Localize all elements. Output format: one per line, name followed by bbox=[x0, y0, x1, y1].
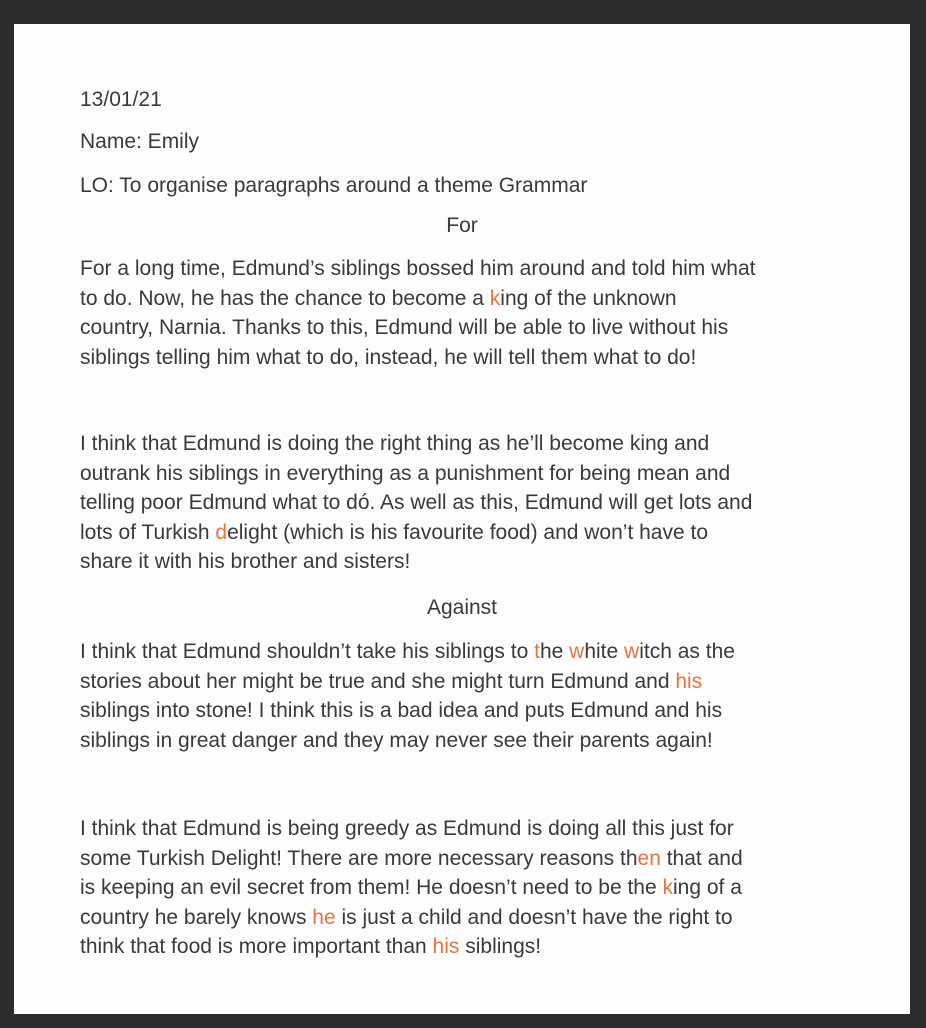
text-line bbox=[80, 903, 880, 933]
text-segment: lots of Turkish bbox=[80, 520, 216, 544]
text-line bbox=[80, 726, 880, 756]
text-segment: For a long time, Edmund’s siblings bossed him around and told him what bbox=[80, 257, 756, 280]
text-segment: siblings in great danger and they may never see their parents again! bbox=[80, 728, 713, 752]
text-segment: siblings telling him what to do, instead, he will tell them what to do! bbox=[80, 345, 697, 369]
correction-highlight: his bbox=[432, 935, 460, 958]
correction-highlight: k bbox=[489, 286, 501, 310]
text-segment: country he barely knows bbox=[80, 905, 313, 929]
text-segment: share it with his brother and sisters! bbox=[80, 550, 411, 573]
correction-highlight: d bbox=[215, 520, 228, 544]
correction-highlight: his bbox=[675, 669, 703, 693]
against-paragraph-2 bbox=[80, 814, 880, 962]
correction-highlight: en bbox=[637, 846, 661, 870]
text-line bbox=[80, 814, 880, 844]
text-segment: itch as the bbox=[639, 640, 735, 663]
text-segment: siblings into stone! I think this is a bad idea and puts Edmund and his bbox=[80, 699, 723, 722]
text-segment: to do. Now, he has the chance to become a bbox=[80, 286, 490, 310]
learning-objective: LO: To organise paragraphs around a theme Grammar bbox=[80, 174, 588, 197]
text-segment: ing of a bbox=[673, 876, 742, 899]
text-line bbox=[80, 284, 880, 314]
text-segment: I think that Edmund is doing the right thing as he’ll become king and bbox=[80, 432, 710, 455]
text-segment: I think that Edmund is being greedy as Edmund is doing all this just for bbox=[80, 817, 734, 840]
text-segment: is just a child and doesn’t have the right to bbox=[335, 905, 733, 929]
correction-highlight: w bbox=[624, 640, 640, 663]
text-line bbox=[80, 547, 880, 577]
correction-highlight: t bbox=[534, 640, 540, 663]
text-segment: siblings! bbox=[459, 935, 542, 958]
against-paragraph-1 bbox=[80, 637, 880, 755]
correction-highlight: k bbox=[662, 876, 673, 899]
text-segment: stories about her might be true and she might turn Edmund and bbox=[80, 669, 676, 693]
text-segment: he bbox=[539, 640, 570, 663]
text-line bbox=[80, 667, 880, 697]
text-segment: think that food is more important than bbox=[80, 935, 433, 958]
for-heading: For bbox=[446, 214, 478, 237]
text-line bbox=[80, 313, 880, 343]
for-paragraph-1 bbox=[80, 254, 880, 372]
text-line bbox=[80, 696, 880, 726]
for-paragraph-2 bbox=[80, 429, 880, 577]
text-segment: ing of the unknown bbox=[500, 286, 677, 310]
text-segment: country, Narnia. Thanks to this, Edmund will be able to live without his bbox=[80, 316, 729, 339]
text-line bbox=[80, 637, 880, 667]
text-segment: elight (which is his favourite food) and won’t have to bbox=[227, 520, 709, 544]
text-segment: that and bbox=[660, 846, 743, 870]
text-line bbox=[80, 429, 880, 459]
text-line bbox=[80, 932, 880, 962]
text-line bbox=[80, 343, 880, 373]
date: 13/01/21 bbox=[80, 88, 162, 111]
text-line bbox=[80, 459, 880, 489]
correction-highlight: w bbox=[569, 640, 585, 663]
text-line bbox=[80, 518, 880, 548]
correction-highlight: he bbox=[312, 905, 336, 929]
text-segment: outrank his siblings in everything as a punishment for being mean and bbox=[80, 461, 731, 485]
text-line bbox=[80, 873, 880, 903]
student-name: Name: Emily bbox=[80, 130, 200, 153]
text-segment: telling poor Edmund what to dó. As well as this, Edmund will get lots and bbox=[80, 491, 753, 514]
text-line bbox=[80, 488, 880, 518]
text-segment: some Turkish Delight! There are more necessary reasons th bbox=[80, 846, 638, 870]
text-line bbox=[80, 844, 880, 874]
text-line bbox=[80, 254, 880, 284]
text-segment: I think that Edmund shouldn’t take his siblings to bbox=[80, 640, 535, 663]
text-segment: is keeping an evil secret from them! He doesn’t need to be the bbox=[80, 876, 663, 899]
against-heading: Against bbox=[426, 596, 498, 619]
document-page bbox=[14, 24, 910, 1014]
text-segment: hite bbox=[584, 640, 625, 663]
